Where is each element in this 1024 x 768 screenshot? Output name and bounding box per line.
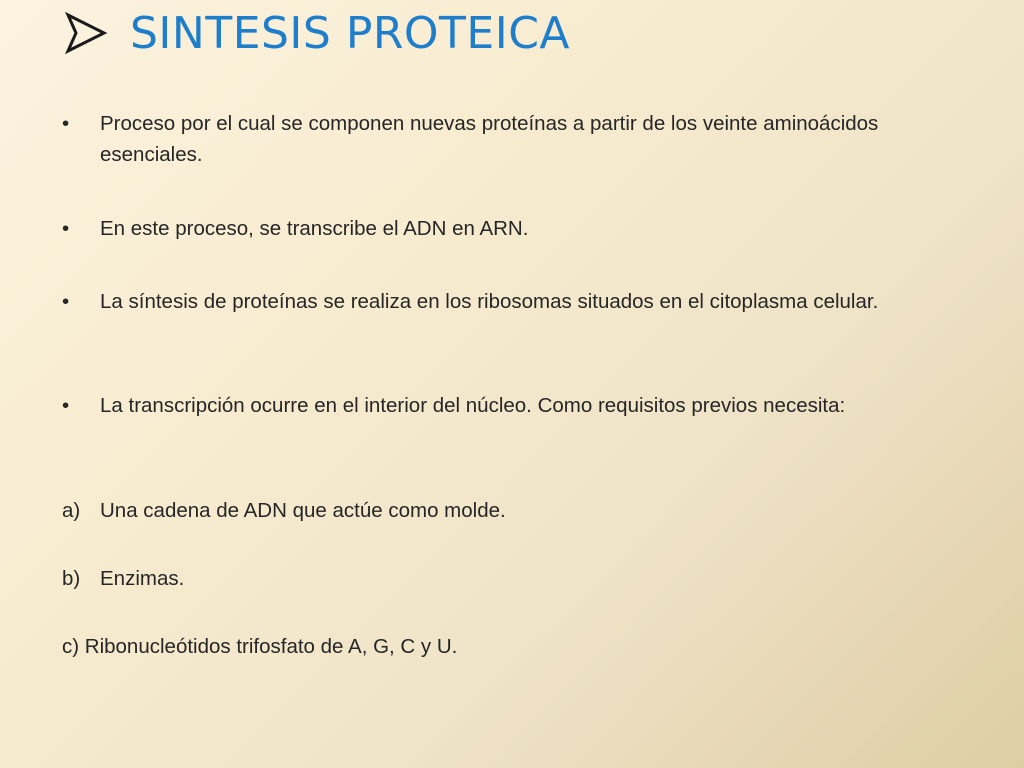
bullet-marker: • xyxy=(62,217,70,240)
bullet-item xyxy=(62,390,982,421)
slide-title: SINTESIS PROTEICA xyxy=(130,8,571,59)
bullet-marker: • xyxy=(62,290,70,313)
bullet-text: En este proceso, se transcribe el ADN en ARN. xyxy=(100,217,529,240)
list-text: Una cadena de ADN que actúe como molde. xyxy=(100,499,506,522)
bullet-marker: • xyxy=(62,394,70,417)
bullet-item xyxy=(62,213,982,244)
list-item xyxy=(62,495,982,526)
list-marker: b) xyxy=(62,567,81,590)
list-text: Enzimas. xyxy=(100,567,185,590)
bullet-item xyxy=(62,286,982,317)
last-line: c) Ribonucleótidos trifosfato de A, G, C y U. xyxy=(62,635,458,658)
bullet-text: La transcripción ocurre en el interior del núcleo. Como requisitos previos necesita: xyxy=(100,394,846,417)
arrow-bullet-icon xyxy=(62,9,110,57)
bullet-item xyxy=(62,108,982,170)
title-row xyxy=(62,6,570,59)
bullet-text: Proceso por el cual se componen nuevas proteínas a partir de los veinte aminoácidos esenciales. xyxy=(100,112,879,166)
bullet-marker: • xyxy=(62,112,70,135)
list-marker: a) xyxy=(62,499,81,522)
bullet-text: La síntesis de proteínas se realiza en los ribosomas situados en el citoplasma celular. xyxy=(100,290,879,313)
list-item xyxy=(62,563,982,594)
